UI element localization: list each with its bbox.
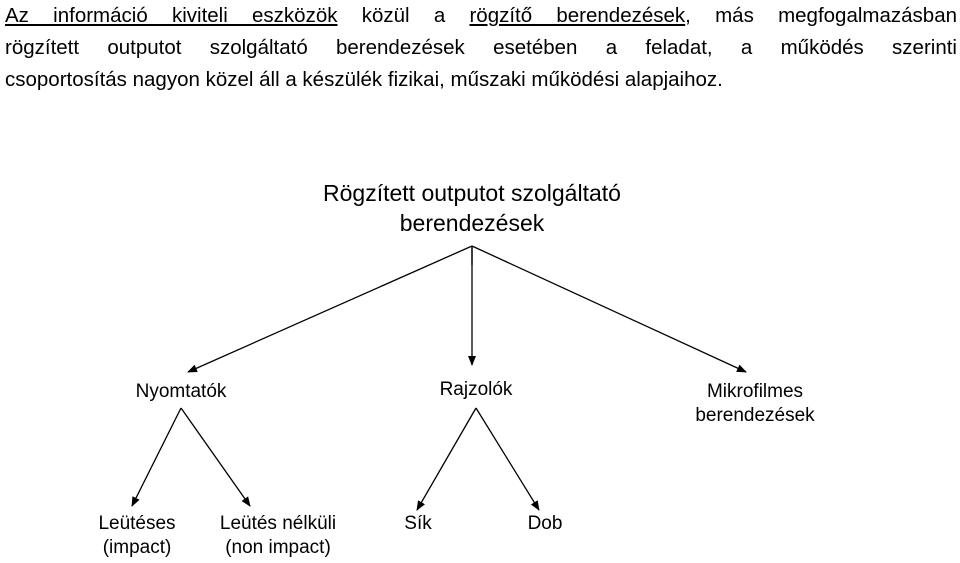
impact-label-line-2: (impact)	[102, 537, 172, 558]
flat-label: Sík	[404, 513, 432, 534]
connector-plotters-flat	[417, 408, 476, 510]
intro-line-2: rögzített outputot szolgáltató berendezések esetében a feladat, a működés szerinti	[5, 36, 957, 59]
connector-printers-nonimpact	[181, 408, 250, 506]
nonimpact-label-line-1: Leütés nélküli	[219, 513, 337, 534]
nonimpact-label-line-2: (non impact)	[225, 537, 331, 558]
connector-root-printers	[188, 246, 472, 372]
link-recording-devices[interactable]: rögzítő berendezések	[469, 4, 686, 27]
intro-line-3: csoportosítás nagyon közel áll a készülék fizikai, műszaki működési alapjaihoz.	[5, 68, 723, 91]
node-drum	[505, 512, 585, 536]
intro-line-1-end: , más megfogalmazásban	[685, 4, 957, 27]
node-flat	[378, 512, 458, 536]
microfilm-label-line-1: Mikrofilmes	[706, 381, 804, 402]
root-label-line-1: Rögzített outputot szolgáltató	[323, 180, 621, 206]
connector-printers-impact	[132, 408, 181, 506]
node-microfilm	[670, 380, 840, 428]
root-node	[272, 178, 672, 238]
printers-label: Nyomtatók	[135, 381, 227, 402]
impact-label-line-1: Leütéses	[98, 513, 176, 534]
node-plotters	[396, 378, 556, 402]
link-output-devices[interactable]: Az információ kiviteli eszközök	[5, 4, 338, 27]
connector-plotters-drum	[476, 408, 539, 510]
microfilm-label-line-2: berendezések	[695, 405, 815, 426]
node-nonimpact	[203, 512, 353, 560]
drum-label: Dob	[527, 513, 563, 534]
node-impact	[72, 512, 202, 560]
root-label-line-2: berendezések	[399, 210, 545, 236]
node-printers	[101, 380, 261, 404]
connector-root-microfilm	[472, 246, 746, 372]
intro-line-1-mid: közül a	[337, 4, 470, 27]
plotters-label: Rajzolók	[439, 379, 513, 400]
